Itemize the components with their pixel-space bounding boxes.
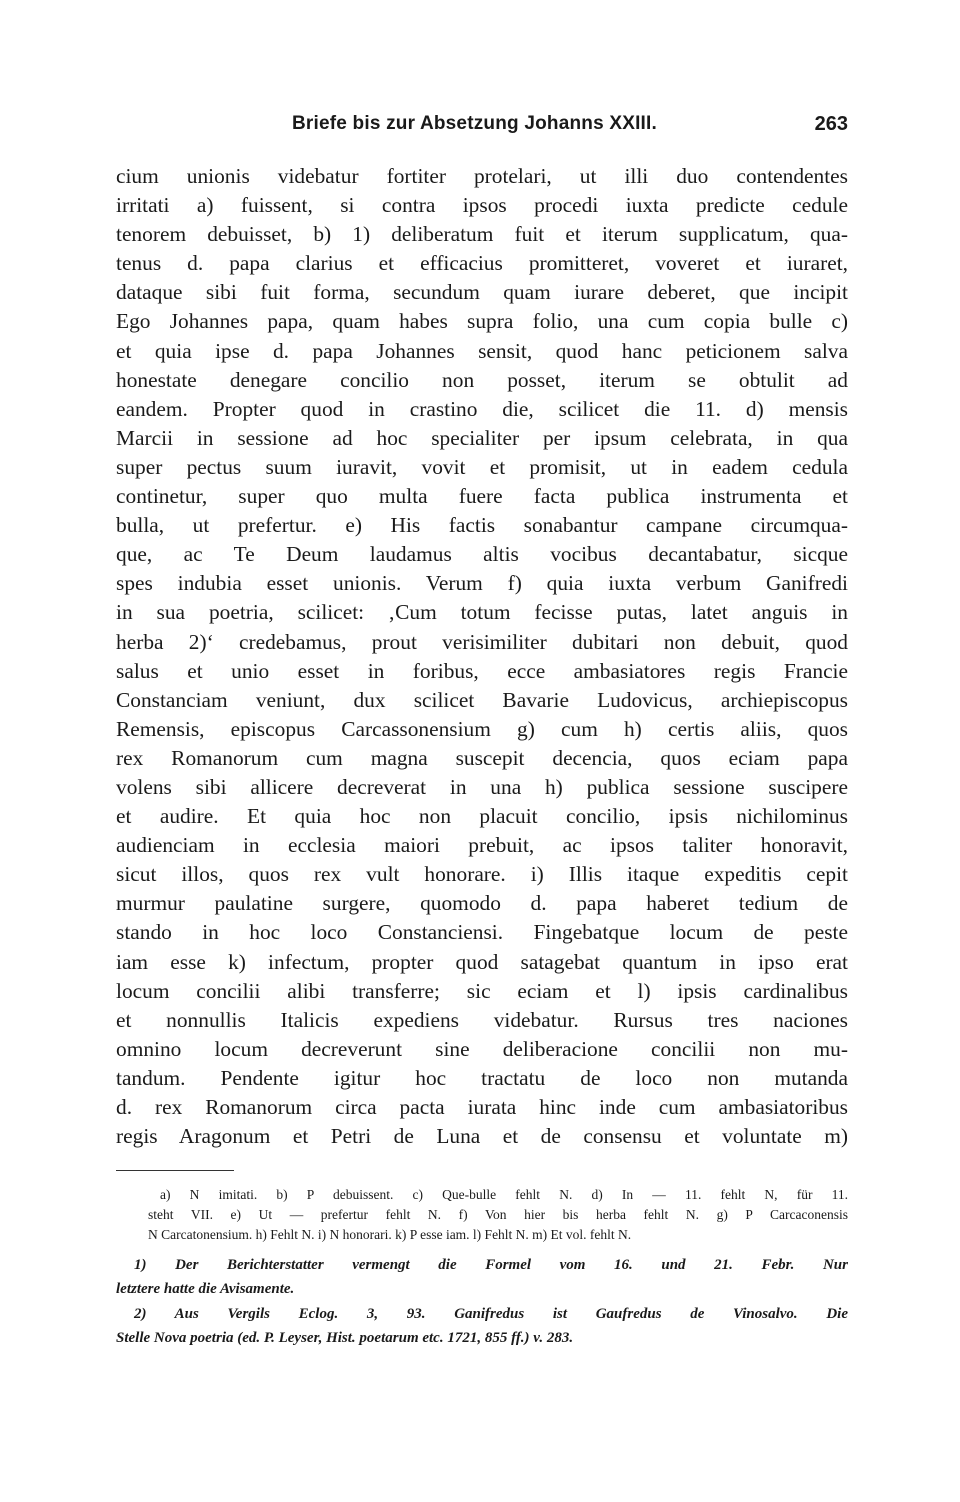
- text-line: locum concilii alibi transferre; sic eciam et l) ipsis cardinalibus: [116, 978, 848, 1003]
- text-line: murmur paulatine surgere, quomodo d. papa haberet tedium de: [116, 891, 848, 916]
- text-line: rex Romanorum cum magna suscepit decencia, quos eciam papa: [116, 745, 848, 770]
- text-line: eandem. Propter quod in crastino die, scilicet die 11. d) mensis: [116, 396, 848, 421]
- text-line: honestate denegare concilio non posset, iterum se obtulit ad: [116, 367, 848, 392]
- footnote-2: [116, 1302, 848, 1350]
- footnote-line: 1) Der Berichterstatter vermengt die Formel vom 16. und 21. Febr. Nur: [134, 1257, 848, 1273]
- text-line: super pectus suum iuravit, vovit et promisit, ut in eadem cedula: [116, 454, 848, 479]
- text-line: et nonnullis Italicis expediens videbatur. Rursus tres naciones: [116, 1007, 848, 1032]
- text-line: tenus d. papa clarius et efficacius promitteret, voveret et iuraret,: [116, 251, 848, 276]
- text-line: volens sibi allicere decreverat in una h) publica sessione suscipere: [116, 774, 848, 799]
- apparatus-line: steht VII. e) Ut — prefertur fehlt N. f) Von hier bis herba fehlt N. g) P Carcaconensis: [148, 1207, 848, 1222]
- text-line: et audire. Et quia hoc non placuit concilio, ipsis nichilominus: [116, 804, 848, 829]
- running-title: Briefe bis zur Absetzung Johanns XXIII.: [292, 113, 657, 134]
- footnote-1: [116, 1253, 848, 1301]
- text-line: cium unionis videbatur fortiter protelari, ut illi duo contendentes: [116, 164, 848, 188]
- text-line: Marcii in sessione ad hoc specialiter per ipsum celebrata, in qua: [116, 425, 848, 450]
- text-line: regis Aragonum et Petri de Luna et de consensu et voluntate m): [116, 1124, 848, 1149]
- text-line: sicut illos, quos rex vult honorare. i) Illis itaque expeditis cepit: [116, 862, 848, 887]
- main-text: [116, 162, 848, 1151]
- text-line: Ego Johannes papa, quam habes supra folio, una cum copia bulle c): [116, 309, 848, 334]
- page-header: [116, 113, 848, 143]
- text-line: dataque sibi fuit forma, secundum quam iurare deberet, que incipit: [116, 280, 848, 305]
- text-line: stando in hoc loco Constanciensi. Fingebatque locum de peste: [116, 920, 848, 945]
- text-line: in sua poetria, scilicet: ‚Cum totum fecisse putas, latet anguis in: [116, 600, 848, 625]
- footnote-line: Stelle Nova poetria (ed. P. Leyser, Hist. poetarum etc. 1721, 855 ff.) v. 283.: [116, 1330, 574, 1346]
- text-line: salus et unio esset in foribus, ecce ambasiatores regis Francie: [116, 658, 848, 683]
- text-line: iam esse k) infectum, propter quod satagebat quantum in ipso erat: [116, 949, 848, 974]
- text-line: omnino locum decreverunt sine deliberacione concilii non mu-: [116, 1036, 848, 1061]
- text-line: tenorem debuisset, b) 1) deliberatum fuit et iterum supplicatum, qua-: [116, 222, 848, 247]
- critical-apparatus: [148, 1185, 848, 1245]
- footnote-line: 2) Aus Vergils Eclog. 3, 93. Ganifredus ist Gaufredus de Vinosalvo. Die: [134, 1306, 848, 1322]
- page-number: 263: [814, 113, 848, 135]
- text-line: audienciam in ecclesia maiori prebuit, ac ipsos taliter honoravit,: [116, 833, 848, 858]
- text-line: continetur, super quo multa fuere facta publica instrumenta et: [116, 484, 848, 509]
- text-line: Remensis, episcopus Carcassonensium g) cum h) certis aliis, quos: [116, 716, 848, 741]
- footnote-line: letztere hatte die Avisamente.: [116, 1281, 295, 1297]
- text-line: que, ac Te Deum laudamus altis vocibus decantabatur, sicque: [116, 542, 848, 567]
- text-line: irritati a) fuissent, si contra ipsos procedi iuxta predicte cedule: [116, 193, 848, 218]
- text-line: tandum. Pendente igitur hoc tractatu de loco non mutanda: [116, 1065, 848, 1090]
- footnote-divider: [116, 1170, 234, 1171]
- text-line: et quia ipse d. papa Johannes sensit, quod hanc peticionem salva: [116, 338, 848, 363]
- text-line: Constanciam veniunt, dux scilicet Bavarie Ludovicus, archiepiscopus: [116, 687, 848, 712]
- text-line: herba 2)‘ credebamus, prout verisimiliter dubitari non debuit, quod: [116, 629, 848, 654]
- apparatus-line: N Carcatonensium. h) Fehlt N. i) N honorari. k) P esse iam. l) Fehlt N. m) Et vol. fehlt N.: [148, 1227, 632, 1242]
- text-line: d. rex Romanorum circa pacta iurata hinc inde cum ambasiatoribus: [116, 1095, 848, 1119]
- text-line: bulla, ut prefertur. e) His factis sonabantur campane circumqua-: [116, 513, 848, 538]
- apparatus-line: a) N imitati. b) P debuissent. c) Que-bulle fehlt N. d) In — 11. fehlt N, für 11.: [160, 1187, 848, 1202]
- text-line: spes indubia esset unionis. Verum f) quia iuxta verbum Ganifredi: [116, 571, 848, 596]
